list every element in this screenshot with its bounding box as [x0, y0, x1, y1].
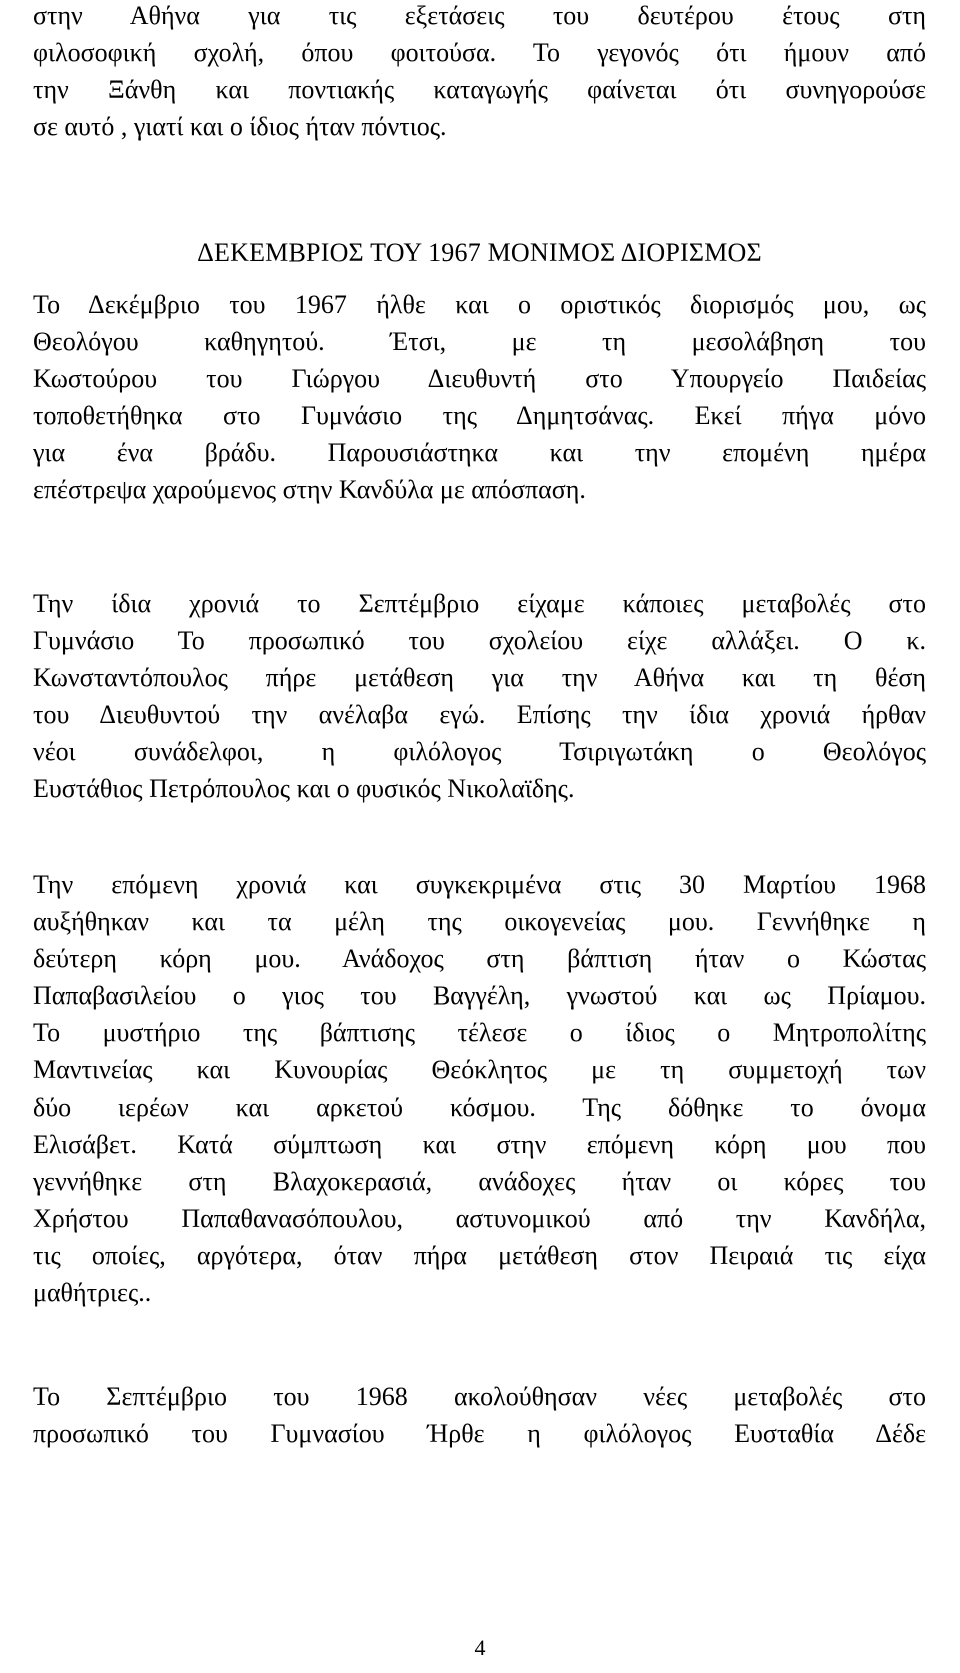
- paragraph-september-changes: [33, 585, 926, 808]
- text-line: για ένα βράδυ. Παρουσιάστηκα και την επομένη ημέρα: [33, 438, 926, 468]
- text-line: Κωνσταντόπουλος πήρε μετάθεση για την Αθήνα και τη θέση: [33, 663, 926, 693]
- text-line: Παπαβασιλείου ο γιος του Βαγγέλη, γνωστού και ως Πρίαμου.: [33, 981, 926, 1011]
- text-line: Την ίδια χρονιά το Σεπτέμβριο είχαμε κάποιες μεταβολές στο: [33, 589, 926, 618]
- text-line: την Ξάνθη και ποντιακής καταγωγής φαίνεται ότι συνηγορούσε: [33, 75, 926, 105]
- section-heading: ΔΕΚΕΜΒΡΙΟΣ ΤΟΥ 1967 ΜΟΝΙΜΟΣ ΔΙΟΡΙΣΜΟΣ: [197, 238, 762, 267]
- text-line: δεύτερη κόρη μου. Ανάδοχος στη βάπτιση ήταν ο Κώστας: [33, 944, 926, 974]
- text-line: Το Σεπτέμβριο του 1968 ακολούθησαν νέες μεταβολές στο: [33, 1382, 926, 1411]
- text-line: Θεολόγου καθηγητού. Έτσι, με τη μεσολάβηση του: [33, 327, 926, 357]
- text-line: νέοι συνάδελφοι, η φιλόλογος Τσιριγωτάκη ο Θεολόγος: [33, 737, 926, 767]
- text-line: του Διευθυντού την ανέλαβα εγώ. Επίσης την ίδια χρονιά ήρθαν: [33, 700, 926, 730]
- text-line: Γυμνάσιο Το προσωπικό του σχολείου είχε αλλάξει. Ο κ.: [33, 626, 926, 656]
- text-line: προσωπικό του Γυμνασίου Ήρθε η φιλόλογος Ευσταθία Δέδε: [33, 1419, 926, 1449]
- text-line: γεννήθηκε στη Βλαχοκερασιά, ανάδοχες ήταν οι κόρες του: [33, 1166, 926, 1196]
- text-line: Μαντινείας και Κυνουρίας Θεόκλητος με τη συμμετοχή των: [33, 1055, 926, 1085]
- text-line: Το Δεκέμβριο του 1967 ήλθε και ο οριστικός διορισμός μου, ως: [33, 290, 926, 319]
- text-line: μαθήτριες..: [33, 1278, 152, 1308]
- text-line: επέστρεψα χαρούμενος στην Κανδύλα με απόσπαση.: [33, 475, 586, 505]
- text-line: τις οποίες, αργότερα, όταν πήρα μετάθεση στον Πειραιά τις είχα: [33, 1240, 926, 1270]
- text-line: Ευστάθιος Πετρόπουλος και ο φυσικός Νικολαϊδης.: [33, 774, 575, 804]
- text-line: δύο ιερέων και αρκετού κόσμου. Της δόθηκε το όνομα: [33, 1092, 926, 1122]
- paragraph-intro-continued: [33, 0, 926, 145]
- text-line: τοποθετήθηκα στο Γυμνάσιο της Δημητσάνας. Εκεί πήγα μόνο: [33, 401, 926, 431]
- text-line: Χρήστου Παπαθανασόπουλου, αστυνομικού από την Κανδήλα,: [33, 1203, 926, 1233]
- text-line: φιλοσοφική σχολή, όπου φοιτούσα. Το γεγονός ότι ήμουν από: [33, 38, 926, 68]
- text-line: σε αυτό , γιατί και ο ίδιος ήταν πόντιος.: [33, 112, 447, 142]
- text-line: Το μυστήριο της βάπτισης τέλεσε ο ίδιος ο Μητροπολίτης: [33, 1018, 926, 1048]
- paragraph-1968-changes: [33, 1378, 926, 1452]
- text-line: αυξήθηκαν και τα μέλη της οικογενείας μου. Γεννήθηκε η: [33, 907, 926, 937]
- page-number: 4: [474, 1635, 486, 1660]
- text-line: Την επόμενη χρονιά και συγκεκριμένα στις 30 Μαρτίου 1968: [33, 870, 926, 899]
- paragraph-family: [33, 866, 926, 1311]
- text-line: στην Αθήνα για τις εξετάσεις του δευτέρου έτους στη: [33, 1, 926, 30]
- paragraph-appointment: [33, 286, 926, 509]
- text-line: Κωστούρου του Γιώργου Διευθυντή στο Υπουργείο Παιδείας: [33, 364, 926, 394]
- text-line: Ελισάβετ. Κατά σύμπτωση και στην επόμενη κόρη μου που: [33, 1129, 926, 1159]
